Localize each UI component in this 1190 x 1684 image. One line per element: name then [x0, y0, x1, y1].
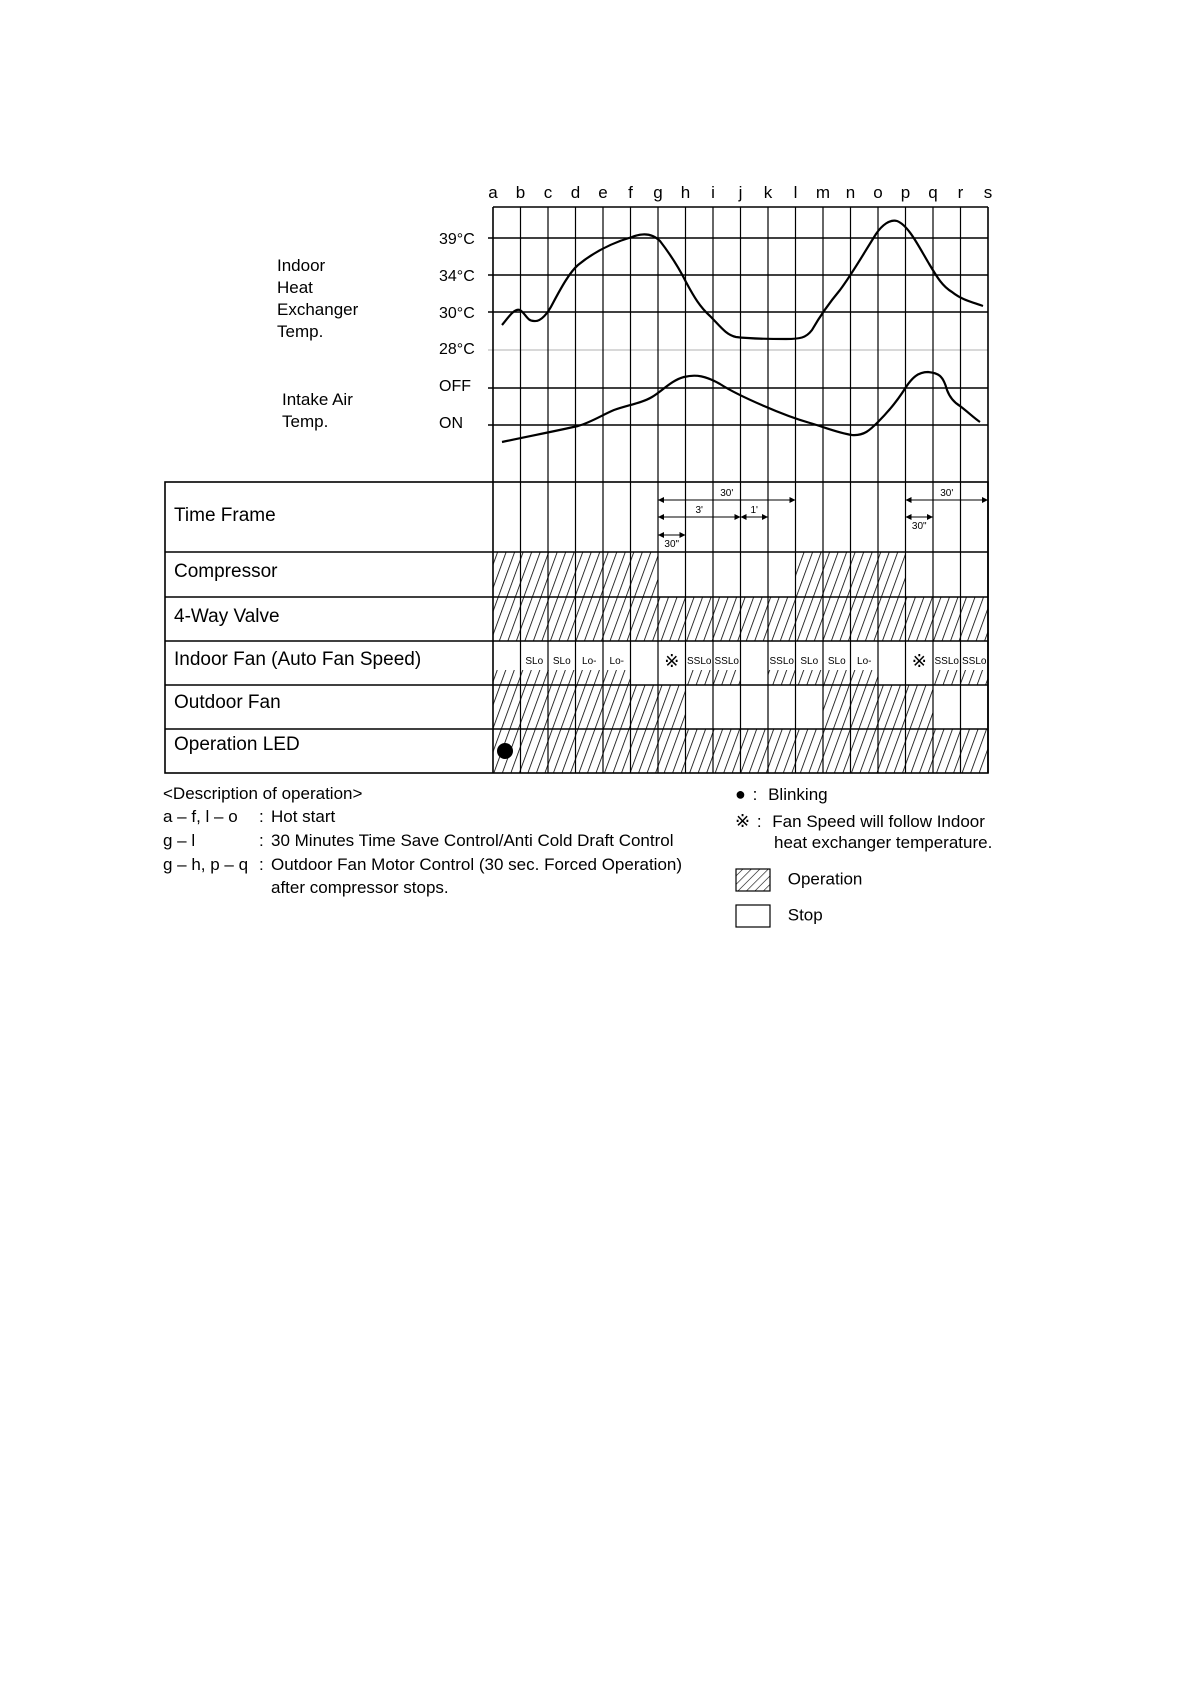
label-off: OFF	[439, 378, 471, 395]
indoor-heat-exchanger-label	[277, 256, 359, 341]
svg-text:Heat: Heat	[277, 278, 313, 297]
fan-speed-label-b: SLo	[525, 656, 544, 667]
outdoor-fan-operation-cell	[493, 685, 686, 729]
time-frame-1-arrowhead-left	[658, 514, 664, 520]
svg-text:Exchanger: Exchanger	[277, 300, 359, 319]
fan-speed-label-g: ※	[664, 651, 680, 671]
label-on: ON	[439, 415, 463, 432]
column-letter-r: r	[957, 183, 964, 202]
fan-speed-label-p: ※	[911, 651, 927, 671]
svg-text:Temp.: Temp.	[282, 412, 329, 431]
column-letter-q: q	[928, 183, 938, 202]
y-axis-labels	[439, 231, 475, 432]
time-frame-5-arrowhead-left	[906, 514, 912, 520]
intake-air-label	[282, 390, 353, 431]
bullet-icon: ●	[735, 784, 746, 804]
column-letter-n: n	[845, 183, 856, 202]
indoor-fan-operation-cell	[521, 670, 549, 685]
column-letter-g: g	[653, 183, 663, 202]
label-28c: 28°C	[439, 341, 475, 358]
time-frame-3-arrowhead-left	[658, 532, 664, 538]
description-value: Hot start	[271, 807, 336, 826]
time-frame-5-label: 30"	[911, 521, 927, 532]
indoor-fan-operation-cell	[603, 670, 631, 685]
indoor-fan-operation-cell	[576, 670, 604, 685]
time-frame-5-arrowhead-right	[927, 514, 933, 520]
column-letter-m: m	[815, 183, 831, 202]
column-letter-i: i	[711, 183, 715, 202]
indoor-fan-operation-cell	[933, 670, 961, 685]
time-frame-4-label: 30'	[940, 488, 954, 499]
fan-speed-label-m: SLo	[827, 656, 846, 667]
row-labels	[174, 505, 421, 755]
blinking-led-dot	[497, 743, 513, 759]
svg-text:Temp.: Temp.	[277, 322, 324, 341]
fan-speed-label-d: Lo-	[582, 656, 597, 667]
description-value: Outdoor Fan Motor Control (30 sec. Forced Operation)	[271, 855, 683, 874]
label-30c: 30°C	[439, 305, 475, 322]
description-item-hot-start: a – f, l – o : Hot start	[163, 807, 336, 826]
indoor-fan-operation-cell	[768, 670, 796, 685]
time-frame-3-label: 30"	[664, 539, 680, 550]
fan-speed-label-r: SSLo	[962, 656, 987, 667]
fan-speed-label-h: SSLo	[687, 656, 712, 667]
row-label-outdoor-fan: Outdoor Fan	[174, 692, 281, 713]
reference-mark-icon: ※	[735, 811, 751, 831]
indoor-fan-operation-cell	[823, 670, 851, 685]
description-key: g – l	[163, 831, 196, 850]
column-letters	[488, 183, 992, 202]
label-34c: 34°C	[439, 268, 475, 285]
indoor-fan-operation-cell	[493, 670, 521, 685]
column-letter-p: p	[900, 183, 911, 202]
time-frame-0-arrowhead-right	[790, 497, 796, 503]
time-frame-3-arrowhead-right	[680, 532, 686, 538]
indoor-fan-operation-cell	[713, 670, 741, 685]
svg-text:Intake Air: Intake Air	[282, 390, 353, 409]
legend-operation: Operation	[735, 868, 862, 892]
row-label-time-frame: Time Frame	[174, 505, 276, 526]
indoor-fan-operation-cell	[851, 670, 879, 685]
legend-blinking: ● : Blinking	[735, 784, 828, 804]
indoor-fan-operation-cell	[686, 670, 714, 685]
legend-fan-note: ※ : Fan Speed will follow Indoor	[735, 811, 985, 831]
column-letter-f: f	[628, 183, 633, 202]
column-letter-e: e	[598, 183, 608, 202]
svg-text:Indoor: Indoor	[277, 256, 326, 275]
empty-swatch-icon	[735, 904, 771, 928]
time-frame-2-arrowhead-right	[762, 514, 768, 520]
column-letter-s: s	[983, 183, 993, 202]
indoor-fan-operation-cell	[548, 670, 576, 685]
column-letter-c: c	[543, 183, 553, 202]
fan-speed-label-n: Lo-	[857, 656, 872, 667]
column-letter-l: l	[793, 183, 798, 202]
row-label-operation-led: Operation LED	[174, 734, 300, 755]
fan-speed-label-i: SSLo	[714, 656, 739, 667]
time-frame-1-arrowhead-right	[735, 514, 741, 520]
indoor-fan-operation-cell	[796, 670, 824, 685]
time-frame-4-arrowhead-right	[982, 497, 988, 503]
label-39c: 39°C	[439, 231, 475, 248]
fan-speed-label-e: Lo-	[609, 656, 624, 667]
time-frame-2-arrowhead-left	[741, 514, 747, 520]
indoor-fan-operation-cell	[961, 670, 989, 685]
row-label-indoor-fan: Indoor Fan (Auto Fan Speed)	[174, 649, 422, 670]
time-frame-0-arrowhead-left	[658, 497, 664, 503]
column-letter-b: b	[515, 183, 526, 202]
description-item-outdoor-fan: g – h, p – q : Outdoor Fan Motor Control (30 sec. Forced Operation)	[163, 855, 683, 874]
time-frame-0-label: 30'	[720, 488, 734, 499]
column-letter-k: k	[763, 183, 773, 202]
indoor-fan-speed-labels	[525, 651, 987, 671]
time-frame-1-label: 3'	[695, 505, 703, 516]
row-label-4-way-valve: 4-Way Valve	[174, 606, 280, 627]
time-frame-2-label: 1'	[750, 505, 758, 516]
fan-speed-label-q: SSLo	[934, 656, 959, 667]
description-item-time-save: g – l : 30 Minutes Time Save Control/Anti Cold Draft Control	[163, 831, 674, 850]
description-value: after compressor stops.	[271, 878, 449, 897]
column-letter-a: a	[488, 183, 498, 202]
column-letter-d: d	[570, 183, 581, 202]
description-key: g – h, p – q	[163, 855, 249, 874]
column-letter-o: o	[873, 183, 883, 202]
legend-fan-note-line2: heat exchanger temperature.	[774, 833, 993, 852]
fan-speed-label-k: SSLo	[769, 656, 794, 667]
description-key: a – f, l – o	[163, 807, 238, 826]
description-title: <Description of operation>	[163, 784, 363, 803]
hatch-swatch-icon	[735, 868, 771, 892]
fan-speed-label-l: SLo	[800, 656, 819, 667]
column-letter-j: j	[738, 183, 743, 202]
fan-speed-label-c: SLo	[552, 656, 571, 667]
column-letter-h: h	[680, 183, 691, 202]
time-frame-4-arrowhead-left	[906, 497, 912, 503]
description-value: 30 Minutes Time Save Control/Anti Cold Draft Control	[271, 831, 674, 850]
description-item-continued	[163, 877, 723, 899]
row-label-compressor: Compressor	[174, 561, 278, 582]
legend-stop: Stop	[735, 904, 823, 928]
